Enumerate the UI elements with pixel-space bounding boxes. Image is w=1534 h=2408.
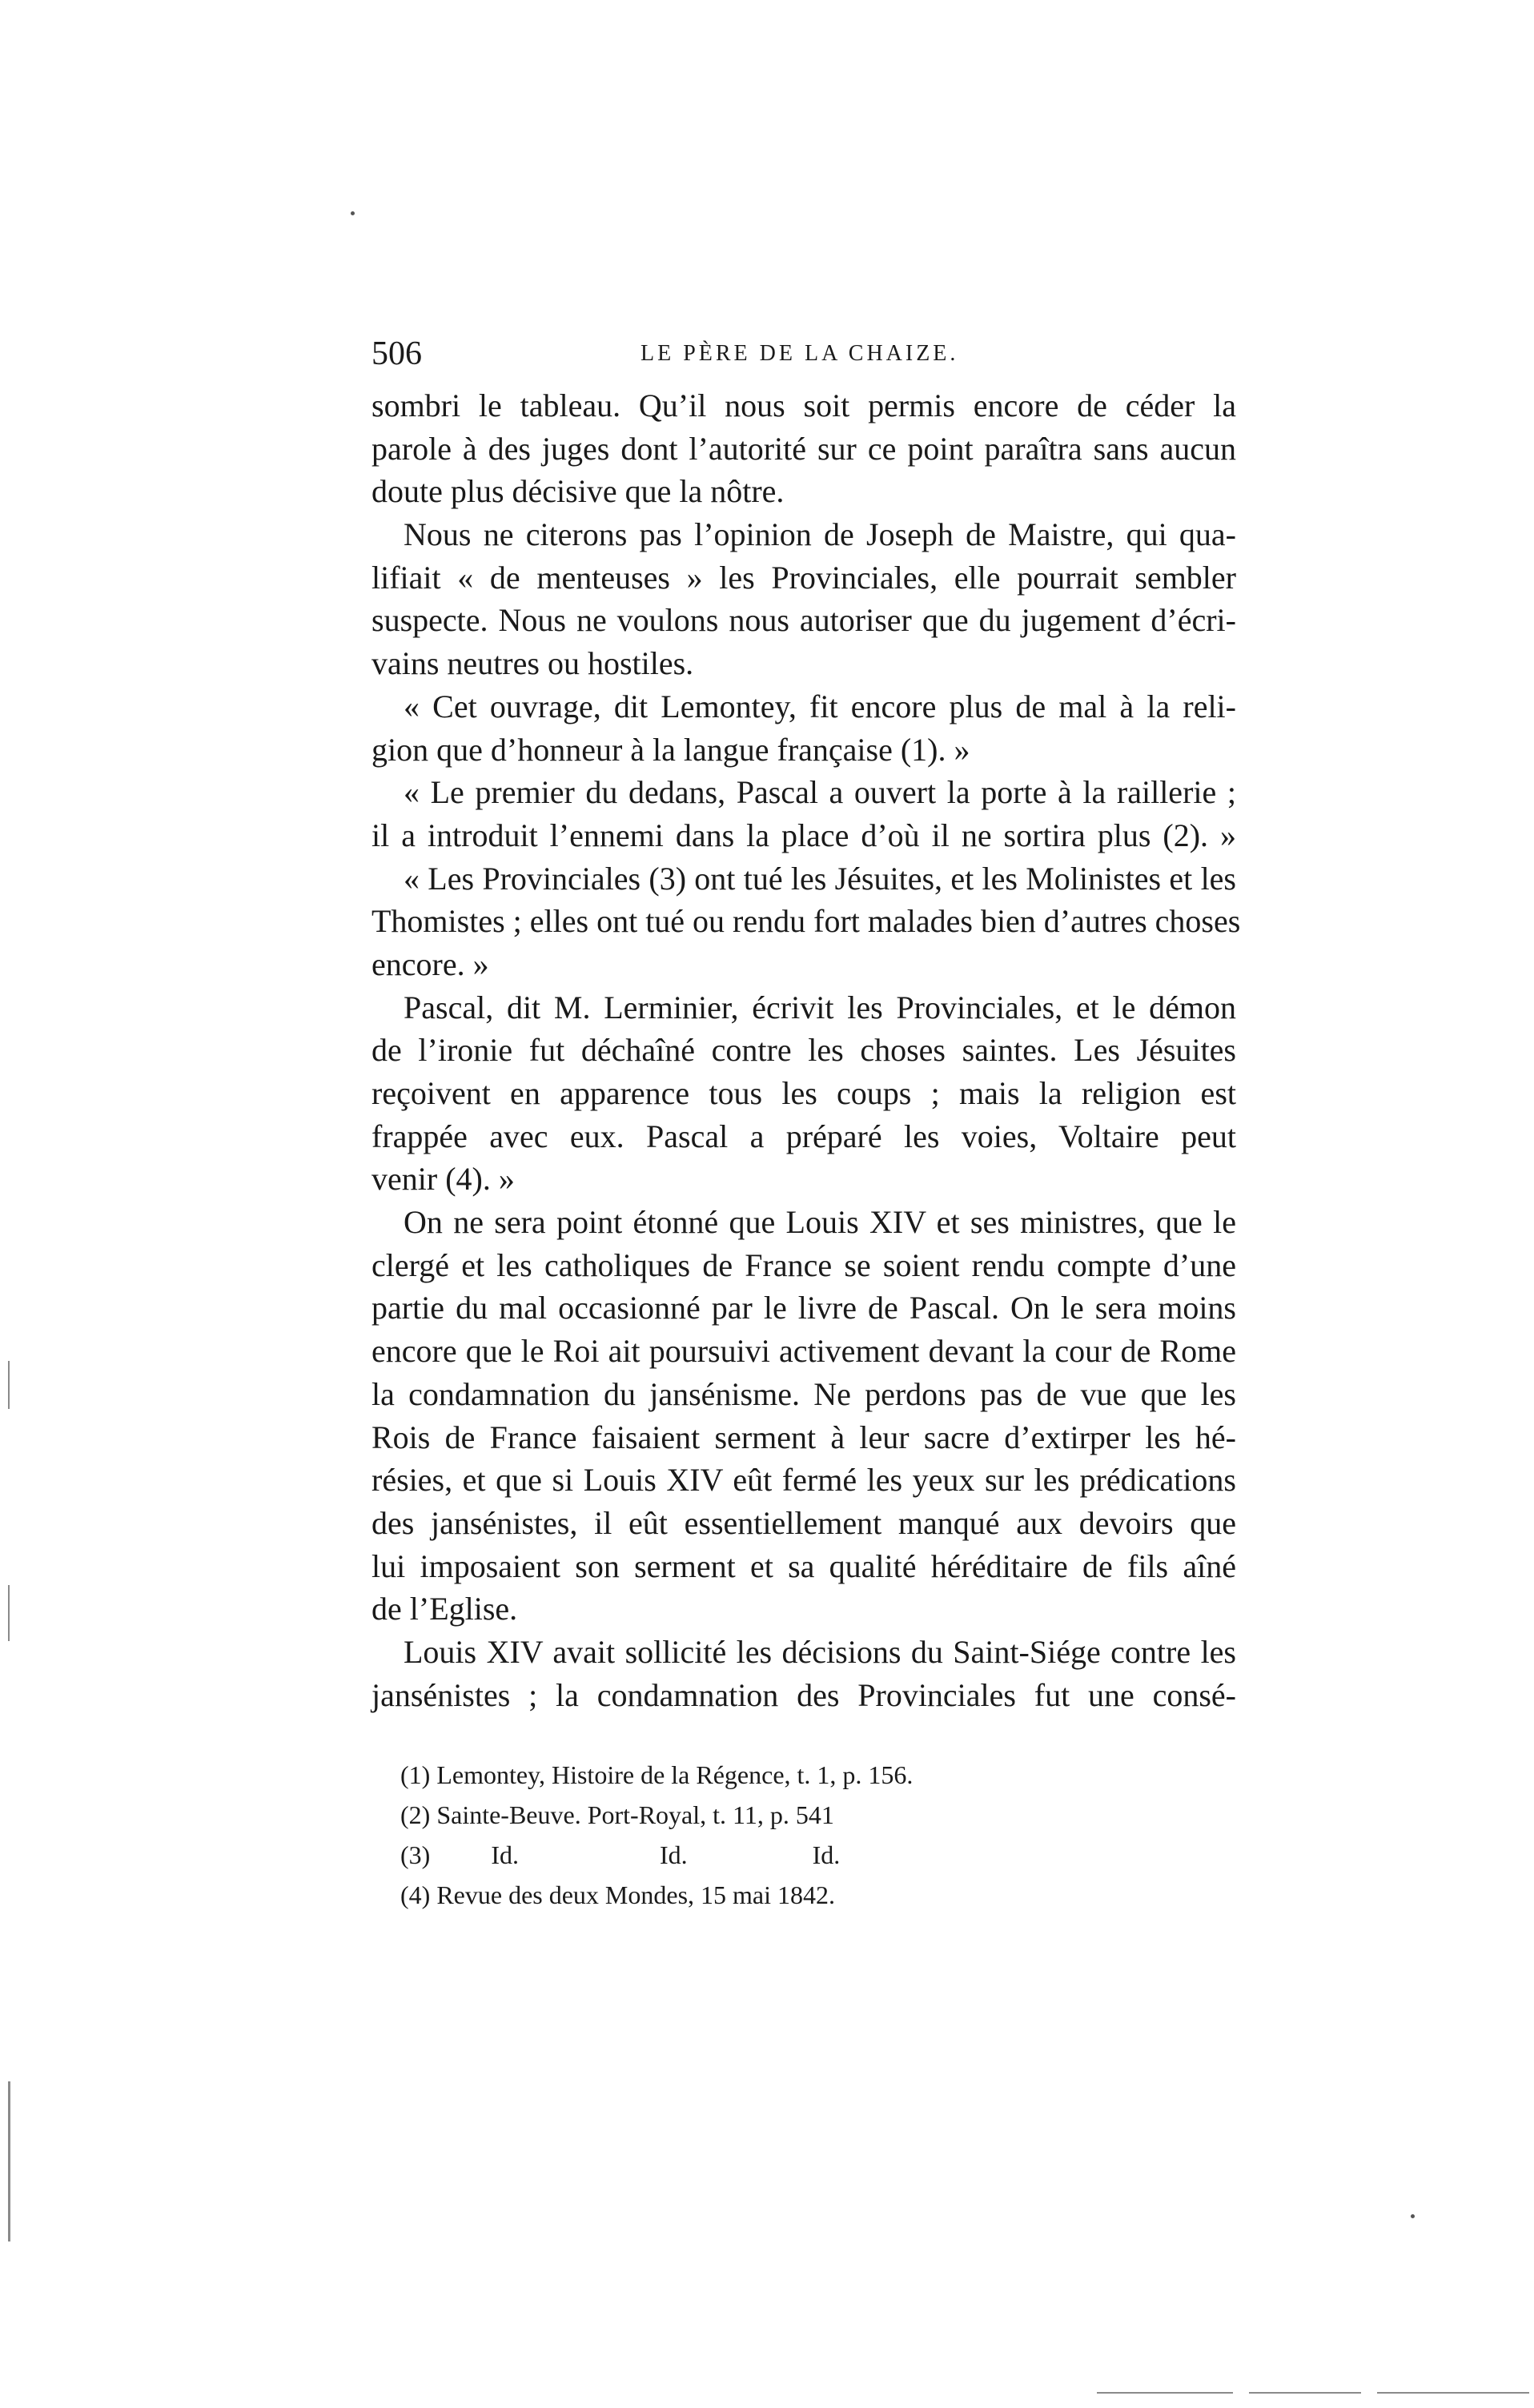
text-line: de l’ironie fut déchaîné contre les choses saintes. Les Jésuites <box>371 1032 1236 1069</box>
scan-speck <box>1411 2214 1415 2218</box>
text-line: « Les Provinciales (3) ont tué les Jésuites, et les Molinistes et les <box>404 860 1236 897</box>
footnote-text: Lemontey, Histoire de la Régence, t. 1, p. 156. <box>436 1760 914 1789</box>
text-line: « Le premier du dedans, Pascal a ouvert la porte à la raillerie ; <box>404 774 1236 811</box>
scan-artifact <box>8 1361 10 1409</box>
text-line: clergé et les catholiques de France se soient rendu compte d’une <box>371 1246 1236 1283</box>
text-line: « Cet ouvrage, dit Lemontey, fit encore plus de mal à la reli- <box>404 688 1236 724</box>
scan-artifact <box>8 2081 10 2241</box>
footnote-mark: (2) <box>400 1800 431 1829</box>
body-text <box>371 384 1241 1716</box>
text-line: frappée avec eux. Pascal a préparé les voies, Voltaire peut <box>371 1118 1236 1154</box>
footnote <box>400 1835 1009 1875</box>
text-line: lui imposaient son serment et sa qualité héréditaire de fils aîné <box>371 1547 1236 1584</box>
footnote-text: Sainte-Beuve. Port-Royal, t. 11, p. 541 <box>436 1800 834 1829</box>
scan-artifact <box>1377 2392 1529 2394</box>
footnote-mark: (4) <box>400 1880 431 1909</box>
footnote-mark: (1) <box>400 1760 431 1789</box>
page-number: 506 <box>371 335 422 372</box>
text-line: reçoivent en apparence tous les coups ; mais la religion est <box>371 1075 1236 1111</box>
text-line: doute plus décisive que la nôtre. <box>371 473 785 510</box>
text-line: Rois de France faisaient serment à leur sacre d’extirper les hé- <box>371 1419 1236 1455</box>
footnote-text: Id. <box>659 1840 688 1869</box>
text-line: encore. » <box>371 945 489 982</box>
footnote-text: Id. <box>812 1840 841 1869</box>
text-line: sombri le tableau. Qu’il nous soit permis encore de céder la <box>371 387 1236 423</box>
footnote-text: Id. <box>491 1840 519 1869</box>
text-line: Thomistes ; elles ont tué ou rendu fort malades bien d’autres choses <box>371 903 1241 940</box>
footnote <box>400 1755 1009 1795</box>
scan-artifact <box>1097 2392 1233 2394</box>
text-line: il a introduit l’ennemi dans la place d’où il ne sortira plus (2). » <box>371 817 1236 853</box>
footnotes <box>400 1755 1009 1915</box>
text-line: Pascal, dit M. Lerminier, écrivit les Provinciales, et le démon <box>404 989 1236 1025</box>
footnote-mark: (3) <box>400 1840 431 1869</box>
text-line: de l’Eglise. <box>371 1591 518 1627</box>
text-line: On ne sera point étonné que Louis XIV et ses ministres, que le <box>404 1204 1236 1241</box>
text-line: lifiait « de menteuses » les Provinciales, elle pourrait sembler <box>371 559 1236 596</box>
footnote <box>400 1795 1009 1835</box>
text-line: résies, et que si Louis XIV eût fermé les yeux sur les prédications <box>371 1462 1236 1499</box>
text-line: venir (4). » <box>371 1161 515 1198</box>
page-header <box>371 335 1236 383</box>
footnote-text: Revue des deux Mondes, 15 mai 1842. <box>436 1880 836 1909</box>
text-line: gion que d’honneur à la langue française (1). » <box>371 731 970 768</box>
text-line: partie du mal occasionné par le livre de Pascal. On le sera moins <box>371 1290 1236 1326</box>
text-line: des jansénistes, il eût essentiellement manqué aux devoirs que <box>371 1504 1236 1541</box>
text-line: parole à des juges dont l’autorité sur ce point paraîtra sans aucun <box>371 430 1236 467</box>
text-line: encore que le Roi ait poursuivi activement devant la cour de Rome <box>371 1333 1236 1370</box>
text-line: la condamnation du jansénisme. Ne perdons pas de vue que les <box>371 1375 1236 1412</box>
text-line: Nous ne citerons pas l’opinion de Joseph de Maistre, qui qua- <box>404 516 1236 553</box>
text-line: suspecte. Nous ne voulons nous autoriser que du jugement d’écri- <box>371 602 1236 639</box>
scan-speck <box>351 211 355 215</box>
text-line: Louis XIV avait sollicité les décisions du Saint-Siége contre les <box>404 1633 1236 1670</box>
scan-artifact <box>1249 2392 1361 2394</box>
text-line: vains neutres ou hostiles. <box>371 645 694 682</box>
footnote <box>400 1875 1009 1915</box>
running-head: LE PÈRE DE LA CHAIZE. <box>641 341 959 366</box>
scan-artifact <box>8 1585 10 1641</box>
text-line: jansénistes ; la condamnation des Provinciales fut une consé- <box>371 1676 1236 1713</box>
